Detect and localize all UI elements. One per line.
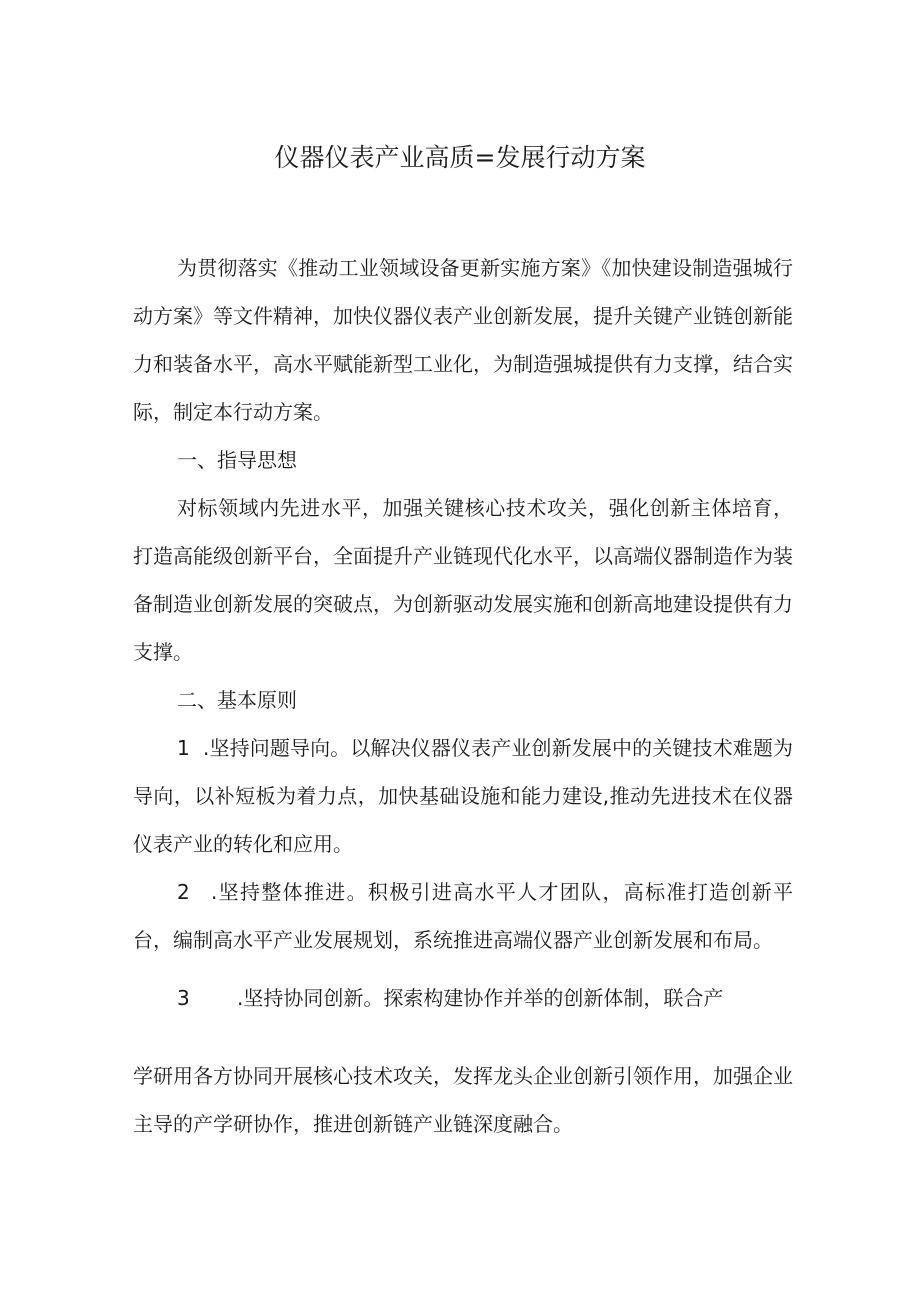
principle-2-text: .坚持整体推进。积极引进高水平人才团队，高标准打造创新平台，编制高水平产业发展规划，系统推进高端仪器产业创新发展和布局。 <box>133 880 793 952</box>
principle-2-paragraph <box>133 868 793 964</box>
section-1-heading: 一、指导思想 <box>177 448 297 472</box>
principle-3-number: 3 <box>177 986 190 1010</box>
principle-3-continued-paragraph: 学研用各方协同开展核心技术攻关，发挥龙头企业创新引领作用，加强企业主导的产学研协作，推进创新链产业链深度融合。 <box>133 1064 793 1136</box>
principle-3-text-first-line: .坚持协同创新。探索构建协作并举的创新体制，联合产 <box>237 986 724 1010</box>
document-title: 仪器仪表产业高质=发展行动方案 <box>274 143 646 172</box>
principle-2-number: 2 <box>177 880 190 904</box>
intro-paragraph: 为贯彻落实《推动工业领域设备更新实施方案》《加快建设制造强城行动方案》等文件精神，加快仪器仪表产业创新发展，提升关键产业链创新能力和装备水平，高水平赋能新型工业化，为制造强城提供有力支撑，结合实际，制定本行动方案。 <box>133 256 793 424</box>
principle-1-number: 1 <box>177 736 190 760</box>
principle-3-first-line <box>177 974 723 1022</box>
section-1-paragraph: 对标领域内先进水平，加强关键核心技术攻关，强化创新主体培育，打造高能级创新平台，全面提升产业链现代化水平，以高端仪器制造作为装备制造业创新发展的突破点，为创新驱动发展实施和创新高地建设提供有力支撑。 <box>133 496 793 664</box>
principle-1-text: .坚持问题导向。以解决仪器仪表产业创新发展中的关键技术难题为导向，以补短板为着力点，加快基础设施和能力建设,推动先进技术在仪器仪表产业的转化和应用。 <box>133 736 793 856</box>
section-2-heading: 二、基本原则 <box>177 688 297 712</box>
principle-1-paragraph <box>133 724 793 868</box>
